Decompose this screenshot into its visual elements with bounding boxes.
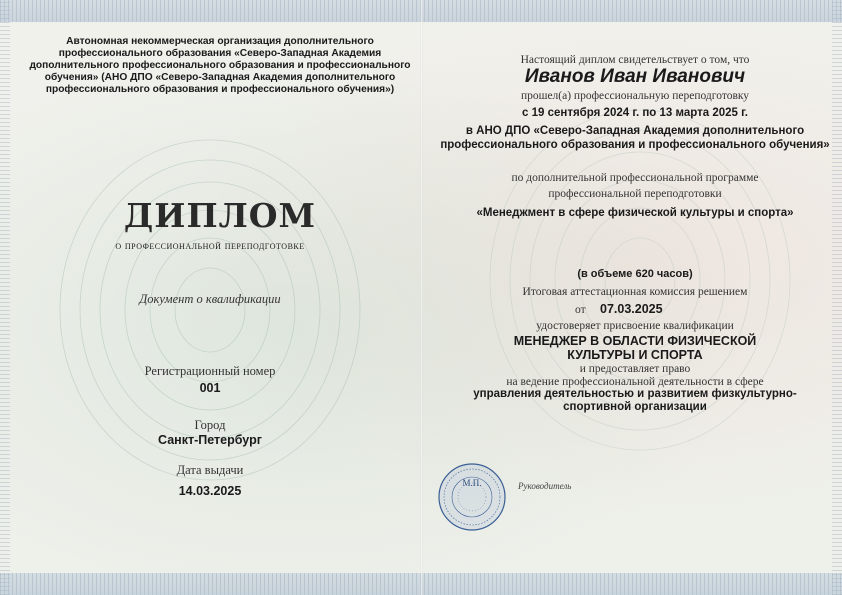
passed-retraining-text: прошел(а) профессиональную переподготовку	[520, 90, 750, 102]
decision-date: 07.03.2025	[600, 302, 663, 316]
decision-from-label: от	[575, 304, 586, 316]
graduate-full-name: Иванов Иван Иванович	[524, 66, 746, 87]
city-value: Санкт-Петербург	[158, 433, 262, 447]
official-stamp-icon	[437, 462, 507, 532]
document-type: Документ о квалификации	[139, 292, 281, 306]
diploma-subtitle: о профессиональной переподготовке	[115, 240, 305, 252]
organization-name: Автономная некоммерческая организация дополнительного профессионального образования «Северо-Западная Академия дополнительного профессионального образования и профессионального обучения» (АНО ДПО «Северо-Западная Академия дополнительного профессионального образования и профессионального обучения»)	[29, 36, 411, 95]
activity-description-line: на ведение профессиональной деятельности в сфере	[506, 376, 764, 388]
program-description-line2: профессиональной переподготовки	[548, 188, 722, 200]
guilloche-border-right	[832, 0, 842, 595]
issue-date-label: Дата выдачи	[176, 463, 244, 477]
center-fold	[420, 0, 423, 595]
training-period: с 19 сентября 2024 г. по 13 марта 2025 г.	[522, 107, 748, 119]
registration-number-value: 001	[199, 381, 221, 395]
issue-date-value: 14.03.2025	[178, 484, 242, 498]
city-label: Город	[194, 418, 226, 432]
program-description-line1: по дополнительной профессиональной программе	[511, 172, 759, 184]
qualification-name: МЕНЕДЖЕР В ОБЛАСТИ ФИЗИЧЕСКОЙ КУЛЬТУРЫ И СПОРТА	[513, 334, 757, 362]
certification-intro: Настоящий диплом свидетельствует о том, что	[520, 54, 750, 66]
organization-short-name: в АНО ДПО «Северо-Западная Академия дополнительного профессионального образования и профессионального обучения»	[440, 125, 830, 151]
grants-right-text: и предоставляет право	[579, 363, 691, 375]
stamp-label: М.П.	[462, 478, 482, 488]
program-name: «Менеджмент в сфере физической культуры и спорта»	[476, 207, 794, 219]
program-hours: (в объеме 620 часов)	[577, 268, 693, 280]
registration-number-label: Регистрационный номер	[144, 364, 276, 378]
certifies-qualification-text: удостоверяет присвоение квалификации	[536, 320, 734, 332]
diploma-title: ДИПЛОМ	[123, 196, 317, 235]
activity-area: управления деятельностью и развитием физкультурно-спортивной организации	[473, 388, 797, 413]
director-signature-label: Руководитель	[518, 481, 572, 491]
guilloche-border-left	[0, 0, 10, 595]
commission-decision-text: Итоговая аттестационная комиссия решением	[522, 286, 748, 298]
